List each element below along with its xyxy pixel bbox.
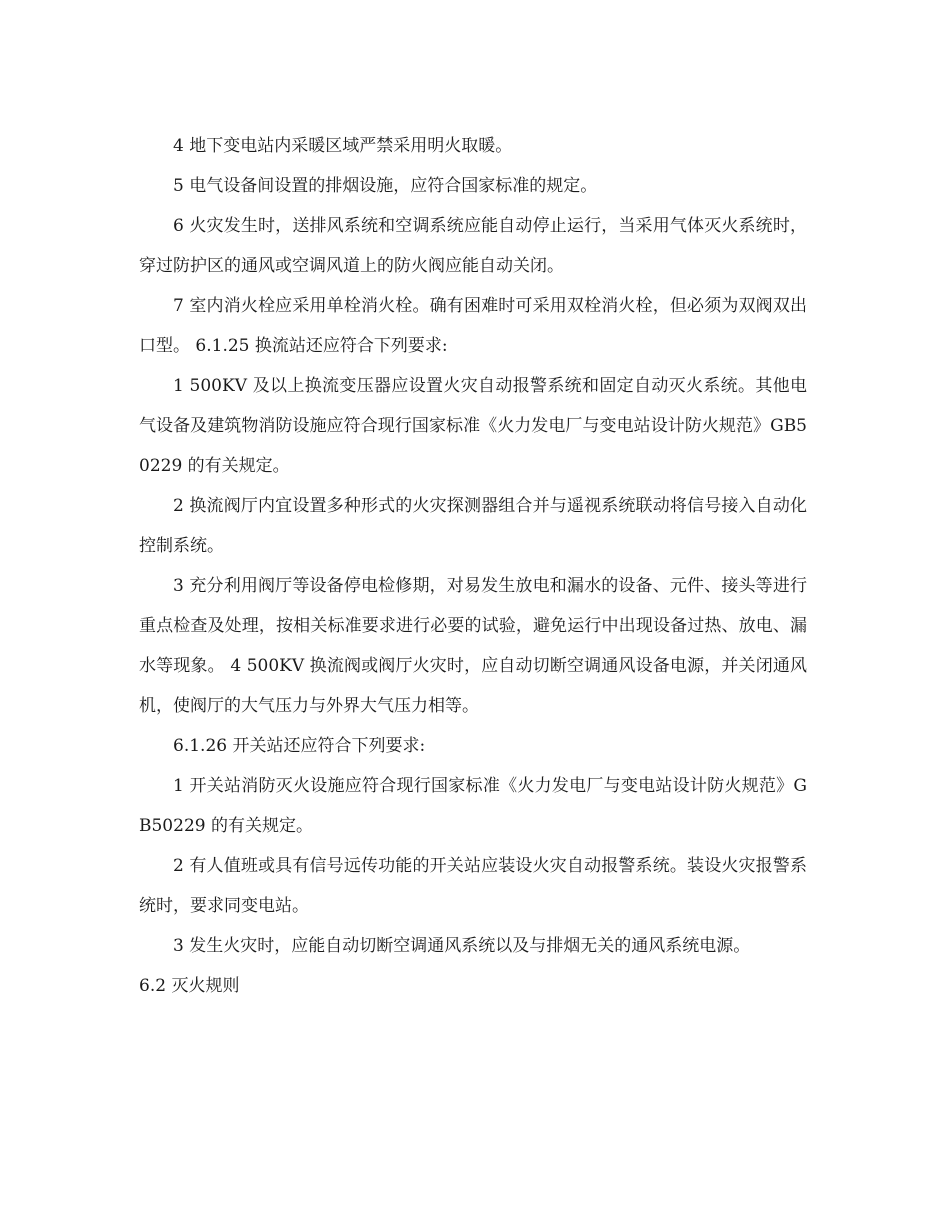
section-heading-switching-station: 6.1.26 开关站还应符合下列要求: bbox=[173, 736, 426, 756]
document-body bbox=[139, 126, 807, 1006]
paragraph-converter-transformer-rule: 1 500KV 及以上换流变压器应设置火灾自动报警系统和固定自动灭火系统。其他电气设备及建筑物消防设施应符合现行国家标准《火力发电厂与变电站设计防火规范》GB50229 的有关规定。 bbox=[139, 376, 807, 476]
paragraph-hydrant-rule: 7 室内消火栓应采用单栓消火栓。确有困难时可采用双栓消火栓，但必须为双阀双出口型。 6.1.25 换流站还应符合下列要求: bbox=[139, 296, 807, 356]
paragraph-smoke-exhaust-rule: 5 电气设备间设置的排烟设施，应符合国家标准的规定。 bbox=[173, 176, 598, 196]
paragraph-maintenance-rule: 3 充分利用阀厅等设备停电检修期，对易发生放电和漏水的设备、元件、接头等进行重点检查及处理，按相关标准要求进行必要的试验，避免运行中出现设备过热、放电、漏水等现象。 4 500KV 换流阀或阀厅火灾时，应自动切断空调通风设备电源，并关闭通风机，使阀厅的大气压力与外界大气压力相等。 bbox=[139, 576, 807, 716]
paragraph-valve-hall-detector-rule: 2 换流阀厅内宜设置多种形式的火灾探测器组合并与遥视系统联动将信号接入自动化控制系统。 bbox=[139, 496, 807, 556]
section-heading-extinguishing-rules: 6.2 灭火规则 bbox=[139, 976, 240, 996]
paragraph-ventilation-shutdown-rule: 6 火灾发生时，送排风系统和空调系统应能自动停止运行，当采用气体灭火系统时，穿过防护区的通风或空调风道上的防火阀应能自动关闭。 bbox=[139, 216, 807, 276]
paragraph-heating-rule: 4 地下变电站内采暖区域严禁采用明火取暖。 bbox=[173, 136, 513, 156]
paragraph-switching-station-facilities: 1 开关站消防灭火设施应符合现行国家标准《火力发电厂与变电站设计防火规范》GB50229 的有关规定。 bbox=[139, 776, 807, 836]
paragraph-switching-station-alarm: 2 有人值班或具有信号远传功能的开关站应装设火灾自动报警系统。装设火灾报警系统时，要求同变电站。 bbox=[139, 856, 807, 916]
paragraph-switching-station-power-cutoff: 3 发生火灾时，应能自动切断空调通风系统以及与排烟无关的通风系统电源。 bbox=[173, 936, 751, 956]
